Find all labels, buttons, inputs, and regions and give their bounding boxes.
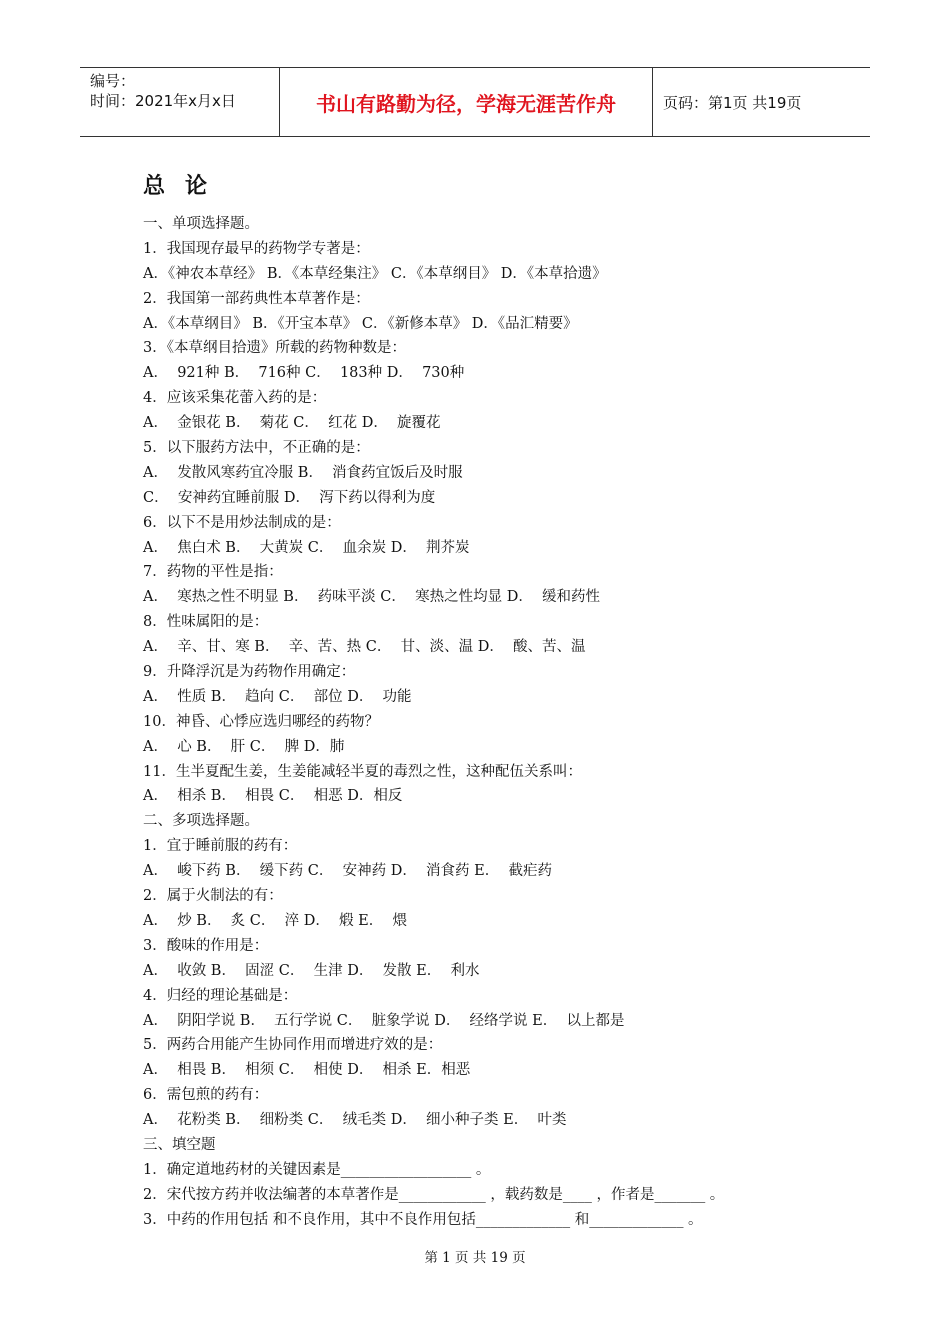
text-line: 三、填空题: [143, 1136, 216, 1153]
document-time-label: 时间：2021年x月x日: [90, 92, 236, 110]
text-line: 二、多项选择题。: [143, 813, 259, 830]
text-line: 7．药物的平性是指：: [143, 564, 283, 581]
text-line: A．《本草纲目》 B．《开宝本草》 C．《新修本草》 D．《品汇精要》: [143, 315, 578, 332]
text-line: 1．宜于睡前服的药有：: [143, 838, 298, 855]
question-list: [143, 212, 863, 1233]
text-line: 9．升降浮沉是为药物作用确定：: [143, 664, 356, 681]
text-line: C． 安神药宜睡前服 D． 泻下药以得利为度: [143, 489, 436, 506]
text-line: 4．应该采集花蕾入药的是：: [143, 390, 327, 407]
text-line: A． 炒 B． 炙 C． 淬 D． 煅 E． 煨: [143, 912, 407, 929]
text-line: A． 金银花 B． 菊花 C． 红花 D． 旋覆花: [143, 415, 441, 432]
document-number-label: 编号：: [90, 72, 136, 90]
text-line: 8．性味属阳的是：: [143, 614, 269, 631]
text-line: 3．《本草纲目拾遗》所载的药物种数是：: [143, 340, 406, 357]
text-line: 5．以下服药方法中，不正确的是：: [143, 440, 370, 457]
header-meta: [80, 68, 280, 136]
text-line: 2．宋代按方药并收法编著的本草著作是____________ ，载药数是____ ，作者是_______ 。: [143, 1186, 725, 1203]
text-line: A． 辛、甘、寒 B． 辛、苦、热 C． 甘、淡、温 D． 酸、苦、温: [143, 639, 586, 656]
text-line: 11．生半夏配生姜，生姜能减轻半夏的毒烈之性，这种配伍关系叫：: [143, 763, 582, 780]
text-line: A． 性质 B． 趋向 C． 部位 D． 功能: [143, 688, 412, 705]
text-line: 一、单项选择题。: [143, 216, 259, 232]
section-title: 总论: [143, 173, 228, 199]
text-line: A． 发散风寒药宜冷服 B． 消食药宜饭后及时服: [143, 464, 463, 481]
text-line: A． 相杀 B． 相畏 C． 相恶 D．相反: [143, 788, 403, 805]
text-line: A． 花粉类 B． 细粉类 C． 绒毛类 D． 细小种子类 E． 叶类: [143, 1112, 567, 1129]
text-line: 1．确定道地药材的关键因素是__________________ 。: [143, 1161, 491, 1178]
text-line: 2．属于火制法的有：: [143, 888, 283, 905]
text-line: A． 收敛 B． 固涩 C． 生津 D． 发散 E． 利水: [143, 962, 480, 979]
text-line: 4．归经的理论基础是：: [143, 987, 298, 1004]
text-line: 3．中药的作用包括 和不良作用，其中不良作用包括_____________ 和_____________ 。: [143, 1211, 703, 1228]
text-line: 1．我国现存最早的药物学专著是：: [143, 240, 370, 257]
document-body: [143, 170, 863, 1233]
text-line: 3．酸味的作用是：: [143, 937, 269, 954]
text-line: A． 阴阳学说 B． 五行学说 C． 脏象学说 D． 经络学说 E． 以上都是: [143, 1012, 625, 1029]
text-line: 10．神昏、心悸应选归哪经的药物？: [143, 713, 379, 730]
text-line: 2．我国第一部药典性本草著作是：: [143, 290, 370, 307]
text-line: 5．两药合用能产生协同作用而增进疗效的是：: [143, 1037, 443, 1054]
text-line: 6．需包煎的药有：: [143, 1087, 269, 1104]
text-line: A．《神农本草经》 B．《本草经集注》 C．《本草纲目》 D．《本草拾遗》: [143, 265, 607, 282]
text-line: A． 寒热之性不明显 B． 药味平淡 C． 寒热之性均显 D． 缓和药性: [143, 589, 601, 606]
text-line: A． 焦白术 B． 大黄炭 C． 血余炭 D． 荆芥炭: [143, 539, 470, 556]
header-motto: 书山有路勤为径，学海无涯苦作舟: [280, 68, 653, 136]
text-line: A． 峻下药 B． 缓下药 C． 安神药 D． 消食药 E． 截疟药: [143, 863, 552, 880]
text-line: A． 心 B． 肝 C． 脾 D．肺: [143, 738, 345, 755]
header-page-code: 页码：第1页 共19页: [663, 93, 802, 112]
page-header: [80, 67, 870, 137]
text-line: A． 921种 B． 716种 C． 183种 D． 730种: [143, 365, 465, 382]
text-line: 6．以下不是用炒法制成的是：: [143, 514, 341, 531]
page-footer: 第 1 页 共 19 页: [424, 1250, 526, 1266]
text-line: A． 相畏 B． 相须 C． 相使 D． 相杀 E．相恶: [143, 1062, 471, 1079]
